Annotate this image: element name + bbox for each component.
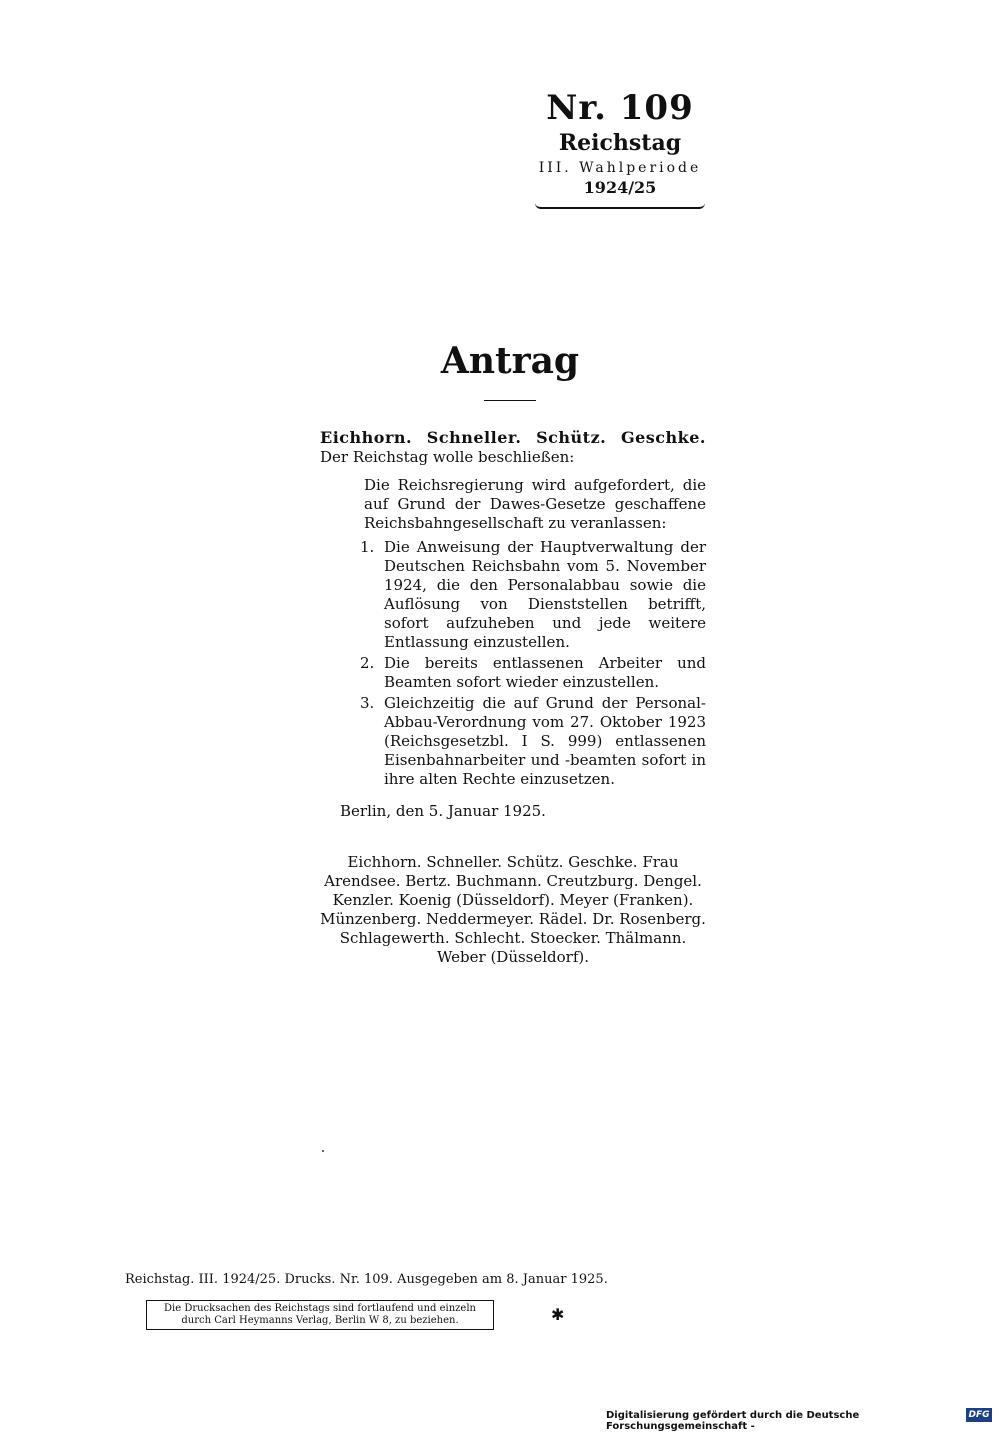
item-text: Die bereits entlassenen Arbeiter und Beamten sofort wieder einzustellen. [384, 654, 706, 691]
digitization-credit: Digitalisierung gefördert durch die Deutsche Forschungsgemeinschaft - [606, 1410, 860, 1432]
legislative-period: III. Wahlperiode [538, 160, 702, 176]
item-number: 3. [360, 694, 375, 712]
list-item [360, 538, 706, 652]
dfg-logo: DFG [966, 1408, 992, 1422]
document-title: Antrag [440, 340, 580, 382]
motion-intro: Die Reichsregierung wird aufgefordert, die auf Grund der Dawes-Gesetze geschaffene Reichsbahngesellschaft zu veranlassen: [364, 476, 706, 532]
list-item [360, 654, 706, 692]
item-number: 1. [360, 538, 375, 556]
asterisk-mark: ✱ [551, 1305, 565, 1324]
demands-list [360, 538, 706, 791]
list-item [360, 694, 706, 789]
place-date: Berlin, den 5. Januar 1925. [340, 802, 546, 820]
document-header [530, 88, 710, 209]
sponsors-names: Eichhorn. Schneller. Schütz. Geschke. [320, 428, 706, 447]
item-text: Die Anweisung der Hauptverwaltung der Deutschen Reichsbahn vom 5. November 1924, die den Personalabbau sowie die Auflösung von Dienststellen betrifft, sofort aufzuheben und jede weitere Entlassung einzustellen. [384, 538, 706, 651]
scan-speck [322, 1150, 324, 1152]
item-number: 2. [360, 654, 375, 672]
publisher-notice-line: durch Carl Heymanns Verlag, Berlin W 8, zu beziehen. [181, 1315, 459, 1326]
signatories: Eichhorn. Schneller. Schütz. Geschke. Frau Arendsee. Bertz. Buchmann. Creutzburg. Dengel. Kenzler. Koenig (Düsseldorf). Meyer (Franken). Münzenberg. Neddermeyer. Rädel. Dr. Rosenberg. Schlagewerth. Schlecht. Stoecker. Thälmann. Weber (Düsseldorf). [320, 853, 706, 966]
sponsors-resolution: Der Reichstag wolle beschließen: [320, 448, 575, 466]
session-years: 1924/25 [583, 178, 657, 197]
issue-line: Reichstag. III. 1924/25. Drucks. Nr. 109. Ausgegeben am 8. Januar 1925. [125, 1272, 608, 1287]
parliament-name: Reichstag [558, 130, 682, 156]
title-divider [484, 400, 536, 401]
publisher-notice [146, 1300, 494, 1330]
publisher-notice-line: Die Drucksachen des Reichstags sind fortlaufend und einzeln [164, 1303, 476, 1314]
sponsors-paragraph [320, 428, 706, 467]
document-number: Nr. 109 [546, 88, 694, 128]
item-text: Gleichzeitig die auf Grund der Personal-Abbau-Verordnung vom 27. Oktober 1923 (Reichsgesetzbl. I S. 999) entlassenen Eisenbahnarbeiter und -beamten sofort in ihre alten Rechte einzusetzen. [384, 694, 706, 788]
header-brace [535, 199, 705, 209]
